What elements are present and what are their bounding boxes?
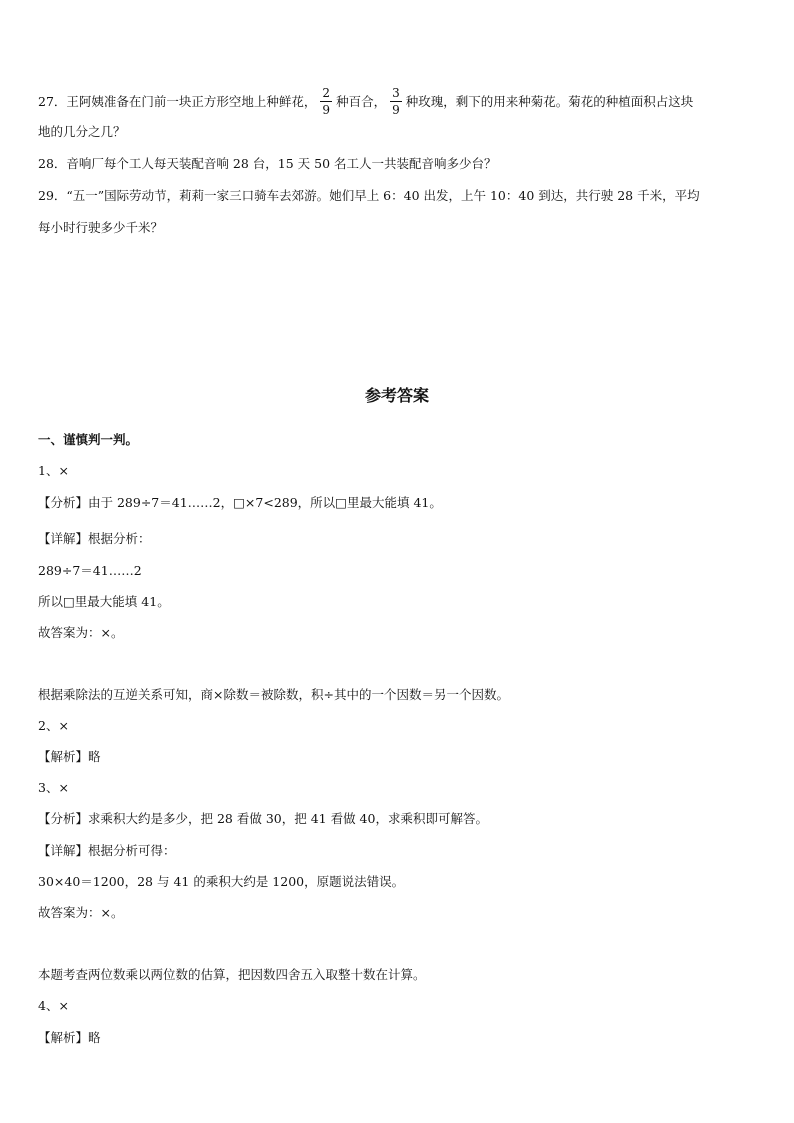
answer-1-calc: 289÷7＝41……2 <box>38 563 142 578</box>
answer-3: 3、× <box>38 780 69 795</box>
answer-3-calc: 30×40＝1200，28 与 41 的乘积大约是 1200，原题说法错误。 <box>38 874 405 889</box>
answers-title: 参考答案 <box>364 386 429 405</box>
answer-3-analysis: 【分析】求乘积大约是多少，把 28 看做 30，把 41 看做 40，求乘积即可解答。 <box>38 811 488 826</box>
question-27-line-1 <box>38 88 693 117</box>
answer-1: 1、× <box>38 463 69 478</box>
answer-2: 2、× <box>38 718 69 733</box>
answer-2-analysis: 【解析】略 <box>38 749 101 764</box>
answer-3-detail: 【详解】根据分析可得： <box>38 843 176 858</box>
answer-3-final: 故答案为：×。 <box>38 905 124 920</box>
answer-4: 4、× <box>38 998 69 1013</box>
answer-3-note: 本题考查两位数乘以两位数的估算，把因数四舍五入取整十数在计算。 <box>38 967 426 982</box>
section-1-heading: 一、谨慎判一判。 <box>38 432 139 447</box>
question-27-text-b: 种百合， <box>336 94 387 109</box>
fraction-two-ninths: $\frac{2}{9}$ <box>322 86 331 117</box>
answer-1-final: 故答案为：×。 <box>38 625 124 640</box>
answer-1-result: 所以□里最大能填 41。 <box>38 594 170 609</box>
answer-1-analysis: 【分析】由于 289÷7＝41……2，□×7<289，所以□里最大能填 41。 <box>38 495 442 510</box>
question-29-line-1: 29．“五一”国际劳动节，莉莉一家三口骑车去郊游。她们早上 6：40 出发，上午 10：40 到达，共行驶 28 千米，平均 <box>38 188 700 203</box>
answer-1-detail: 【详解】根据分析： <box>38 531 151 546</box>
answer-1-note: 根据乘除法的互逆关系可知，商×除数＝被除数，积÷其中的一个因数＝另一个因数。 <box>38 687 509 702</box>
question-28: 28．音响厂每个工人每天装配音响 28 台，15 天 50 名工人一共装配音响多少台？ <box>38 156 497 171</box>
question-27-text-c: 种玫瑰，剩下的用来种菊花。菊花的种植面积占这块 <box>405 94 694 109</box>
question-29-line-2: 每小时行驶多少千米？ <box>38 220 164 235</box>
question-27-text-a: 27．王阿姨准备在门前一块正方形空地上种鲜花， <box>38 94 317 109</box>
fraction-three-ninths: $\frac{3}{9}$ <box>392 86 400 117</box>
answer-4-analysis: 【解析】略 <box>38 1030 101 1045</box>
question-27-line-2: 地的几分之几？ <box>38 124 126 139</box>
